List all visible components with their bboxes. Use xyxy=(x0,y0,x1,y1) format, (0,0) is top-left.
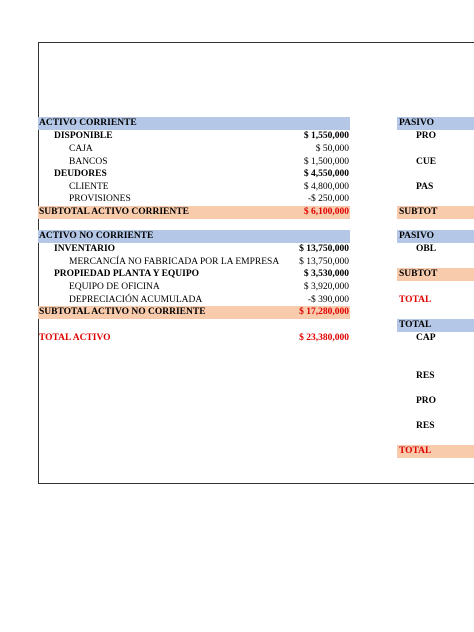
row-caja xyxy=(38,143,350,156)
row-label: RES xyxy=(416,371,435,381)
row-label: CUE xyxy=(416,157,437,167)
row-disponible xyxy=(38,130,350,143)
section-title: ACTIVO NO CORRIENTE xyxy=(39,231,154,241)
subtotal-pasivo-corriente xyxy=(397,206,474,219)
row-res-2 xyxy=(397,420,474,433)
row-deudores xyxy=(38,168,350,181)
row-obl xyxy=(397,243,474,256)
row-value: -$ 250,000 xyxy=(307,194,349,204)
total-patrimonio xyxy=(397,445,474,458)
section-title: TOTAL xyxy=(399,320,432,330)
row-value: $ 3,920,000 xyxy=(303,282,349,292)
total-header xyxy=(397,319,474,332)
row-value: $ 13,750,000 xyxy=(299,244,349,254)
activo-corriente-header xyxy=(38,117,350,130)
row-label: CAP xyxy=(416,333,436,343)
row-label: TOTAL ACTIVO xyxy=(39,333,111,343)
row-label: PAS xyxy=(416,182,434,192)
subtotal-activo-corriente xyxy=(38,206,350,219)
row-value: $ 1,550,000 xyxy=(303,131,349,141)
row-pas xyxy=(397,181,474,194)
row-value: $ 13,750,000 xyxy=(299,257,349,267)
row-label: PRO xyxy=(416,131,437,141)
row-value: $ 23,380,000 xyxy=(299,333,349,343)
row-label: EQUIPO DE OFICINA xyxy=(69,282,160,292)
row-cap xyxy=(397,332,474,345)
row-label: SUBTOTAL ACTIVO NO CORRIENTE xyxy=(39,307,206,317)
row-label: CLIENTE xyxy=(69,182,109,192)
section-title: PASIVO xyxy=(399,118,434,128)
total-activo xyxy=(38,332,350,345)
row-label: PRO xyxy=(416,396,437,406)
row-label: SUBTOT xyxy=(399,269,438,279)
row-label: SUBTOT xyxy=(399,207,438,217)
row-value: $ 6,100,000 xyxy=(303,207,349,217)
row-value: $ 3,530,000 xyxy=(303,269,349,279)
row-label: DEPRECIACIÓN ACUMULADA xyxy=(69,295,203,305)
row-pro-2 xyxy=(397,395,474,408)
row-label: TOTAL xyxy=(399,295,432,305)
total-pasivo xyxy=(397,294,474,307)
row-value: $ 50,000 xyxy=(315,144,349,154)
row-label: SUBTOTAL ACTIVO CORRIENTE xyxy=(39,207,189,217)
row-label: CAJA xyxy=(69,144,93,154)
row-value: $ 4,550,000 xyxy=(303,169,349,179)
row-value: -$ 390,000 xyxy=(307,295,349,305)
row-label: RES xyxy=(416,421,435,431)
row-label: INVENTARIO xyxy=(54,244,116,254)
row-label: DISPONIBLE xyxy=(54,131,113,141)
section-title: ACTIVO CORRIENTE xyxy=(39,118,137,128)
subtotal-activo-no-corriente xyxy=(38,306,350,319)
row-equipo-oficina xyxy=(38,281,350,294)
row-label: TOTAL xyxy=(399,446,432,456)
activo-no-corriente-header xyxy=(38,230,350,243)
pasivo-corriente-header xyxy=(397,117,474,130)
row-pro-1 xyxy=(397,130,474,143)
row-propiedad xyxy=(38,268,350,281)
row-label: OBL xyxy=(416,244,437,254)
section-title: PASIVO xyxy=(399,231,434,241)
row-res-1 xyxy=(397,370,474,383)
row-value: $ 17,280,000 xyxy=(299,307,349,317)
row-label: PROPIEDAD PLANTA Y EQUIPO xyxy=(54,269,200,279)
row-cue xyxy=(397,156,474,169)
subtotal-pasivo-no-corriente xyxy=(397,268,474,281)
row-label: PROVISIONES xyxy=(69,194,131,204)
row-inventario xyxy=(38,243,350,256)
row-provisiones xyxy=(38,193,350,206)
row-value: $ 1,500,000 xyxy=(303,157,349,167)
pasivo-no-corriente-header xyxy=(397,230,474,243)
row-value: $ 4,800,000 xyxy=(303,182,349,192)
row-label: MERCANCÍA NO FABRICADA POR LA EMPRESA xyxy=(69,257,280,267)
row-label: BANCOS xyxy=(69,157,108,167)
row-label: DEUDORES xyxy=(54,169,107,179)
